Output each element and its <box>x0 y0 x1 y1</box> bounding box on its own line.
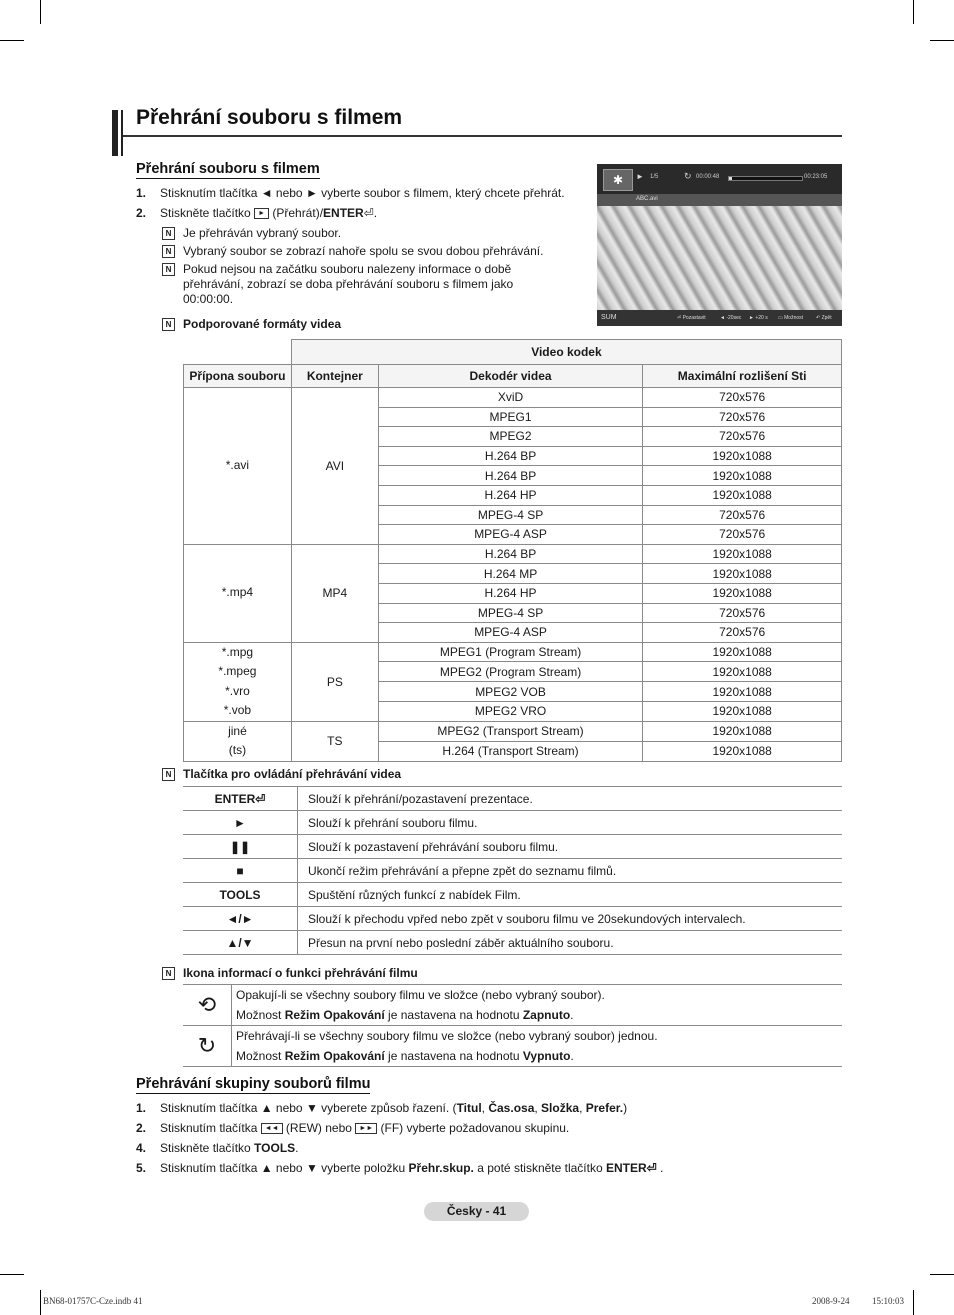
table-row <box>184 544 842 564</box>
control-description: Slouží k přehrání souboru filmu. <box>298 811 843 835</box>
step-number: 2. <box>136 206 147 220</box>
step-text: . <box>373 206 378 220</box>
title-underline <box>123 135 842 137</box>
decoder-cell: H.264 BP <box>378 466 643 486</box>
table-row <box>184 642 842 662</box>
file-extension-cell: *.avi <box>184 388 292 545</box>
step-text: (FF) vyberte požadovanou skupinu. <box>380 1121 570 1135</box>
decoder-cell: MPEG-4 ASP <box>378 623 643 643</box>
step-1 <box>136 186 565 200</box>
repeat-once-icon: ↻ <box>183 1026 232 1067</box>
time-total: 00:23:05 <box>804 174 828 180</box>
options-hint: ▭ Možnost <box>778 315 804 321</box>
table-row <box>184 388 842 408</box>
rew-hint-label: -20sec <box>726 315 742 321</box>
controls-heading: Tlačítka pro ovládání přehrávání videa <box>183 767 402 781</box>
decoder-cell: MPEG2 VRO <box>378 701 643 721</box>
note-icon: N <box>162 245 175 258</box>
step-2 <box>136 206 377 220</box>
option-cas-osa: Čas.osa <box>488 1101 535 1115</box>
table-row <box>183 1026 842 1067</box>
table-row <box>183 859 842 883</box>
control-key: ◄/► <box>183 907 298 931</box>
decoder-cell: MPEG2 (Transport Stream) <box>378 721 643 741</box>
print-time: 15:10:03 <box>872 1296 905 1306</box>
control-description: Slouží k přehrání/pozastavení prezentace. <box>298 787 843 811</box>
resolution-cell: 720x576 <box>643 525 842 545</box>
resolution-cell: 1920x1088 <box>643 544 842 564</box>
decoder-cell: H.264 MP <box>378 564 643 584</box>
print-file-info: BN68-01757C-Cze.indb 41 <box>43 1296 143 1306</box>
text: je nastavena na hodnotu <box>384 1008 523 1022</box>
icons-table-wrap <box>183 984 842 1067</box>
decoder-cell: MPEG-4 SP <box>378 505 643 525</box>
description-line: Přehrávají-li se všechny soubory filmu ve složce (nebo vybraný soubor) jednou. <box>236 1029 658 1043</box>
decoder-cell: MPEG2 <box>378 427 643 447</box>
crop-mark <box>930 40 954 41</box>
table-row <box>183 811 842 835</box>
decoder-cell: XviD <box>378 388 643 408</box>
decoder-cell: H.264 BP <box>378 446 643 466</box>
progress-fill <box>729 177 732 180</box>
file-extension-cell: jiné (ts) <box>184 721 292 761</box>
resolution-cell: 720x576 <box>643 603 842 623</box>
title-accent <box>121 110 123 156</box>
table-header-row <box>184 365 842 388</box>
crop-mark <box>913 1290 914 1315</box>
options-hint-label: Možnost <box>784 315 804 321</box>
decoder-cell: MPEG2 (Program Stream) <box>378 662 643 682</box>
play-icon: ► <box>254 208 269 219</box>
resolution-cell: 1920x1088 <box>643 701 842 721</box>
play-status-icon: ► <box>636 172 644 181</box>
crop-mark <box>0 40 24 41</box>
table-row <box>183 907 842 931</box>
container-cell: AVI <box>291 388 378 545</box>
resolution-cell: 1920x1088 <box>643 721 842 741</box>
step-number: 1. <box>136 186 147 200</box>
formats-table <box>183 339 842 762</box>
page-number: Česky - 41 <box>424 1202 529 1221</box>
resolution-cell: 1920x1088 <box>643 682 842 702</box>
step-text: (Přehrát)/ <box>272 206 324 220</box>
description-line <box>236 1005 842 1025</box>
section-heading: Přehrávání skupiny souborů filmu <box>136 1076 371 1092</box>
enter-label: ENTER⏎ <box>605 1161 657 1175</box>
step-text: Stiskněte tlačítko <box>160 206 251 220</box>
resolution-cell: 1920x1088 <box>643 662 842 682</box>
step-text: . <box>295 1141 299 1155</box>
video-preview <box>597 164 842 326</box>
video-tag: SUM <box>601 314 617 321</box>
control-key: ▲/▼ <box>183 931 298 955</box>
resolution-cell: 720x576 <box>643 407 842 427</box>
file-extension-cell: *.mpg *.mpeg *.vro *.vob <box>184 642 292 721</box>
crop-mark <box>913 0 914 24</box>
table-row <box>183 787 842 811</box>
tools-label: TOOLS <box>254 1141 296 1155</box>
description-line <box>236 1046 842 1066</box>
text: Možnost <box>236 1049 285 1063</box>
step-number: 5. <box>136 1161 147 1175</box>
controls-table <box>183 786 842 955</box>
title-accent <box>112 110 118 156</box>
resolution-cell: 1920x1088 <box>643 485 842 505</box>
video-info-bar <box>597 164 842 194</box>
option-slozka: Složka <box>541 1101 580 1115</box>
step-5 <box>136 1161 663 1175</box>
table-header-row <box>184 340 842 365</box>
col-container-header: Kontejner <box>291 365 378 388</box>
step-text: Stisknutím tlačítka ◄ nebo ► vyberte soubor s filmem, který chcete přehrát. <box>160 186 565 200</box>
decoder-cell: MPEG2 VOB <box>378 682 643 702</box>
return-hint-label: Zpět <box>821 315 832 321</box>
decoder-cell: H.264 (Transport Stream) <box>378 741 643 761</box>
decoder-cell: MPEG1 (Program Stream) <box>378 642 643 662</box>
control-description: Slouží k pozastavení přehrávání souboru filmu. <box>298 835 843 859</box>
setting-name: Režim Opakování <box>284 1049 385 1063</box>
resolution-cell: 720x576 <box>643 623 842 643</box>
control-key: TOOLS <box>183 883 298 907</box>
table-row <box>183 883 842 907</box>
note-text: Je přehráván vybraný soubor. <box>183 226 342 240</box>
col-ext-header: Přípona souboru <box>184 365 292 388</box>
setting-value: Zapnuto <box>522 1008 571 1022</box>
video-filename-bar <box>597 194 842 206</box>
pause-hint: ⏎ Pozastavit <box>677 315 706 321</box>
step-2 <box>136 1121 569 1135</box>
video-frame <box>597 206 842 310</box>
step-text: a poté stiskněte tlačítko <box>473 1161 606 1175</box>
crop-mark <box>930 1274 954 1275</box>
crop-mark <box>0 1274 24 1275</box>
icons-heading: Ikona informací o funkci přehrávání filmu <box>183 966 418 980</box>
formats-table-wrap <box>183 339 842 762</box>
table-row <box>183 985 842 1026</box>
resolution-cell: 1920x1088 <box>643 741 842 761</box>
header-spacer <box>184 340 292 365</box>
resolution-cell: 1920x1088 <box>643 564 842 584</box>
step-4 <box>136 1141 299 1155</box>
print-date: 2008-9-24 <box>812 1296 850 1306</box>
container-cell: MP4 <box>291 544 378 642</box>
step-text: . <box>656 1161 664 1175</box>
col-resolution-header: Maximální rozlišení Sti <box>643 365 842 388</box>
file-extension-cell: *.mp4 <box>184 544 292 642</box>
control-description: Slouží k přechodu vpřed nebo zpět v souboru filmu ve 20sekundových intervalech. <box>298 907 843 931</box>
separator: , <box>579 1101 586 1115</box>
col-decoder-header: Dekodér videa <box>378 365 643 388</box>
note-icon: N <box>162 967 175 980</box>
step-number: 1. <box>136 1101 147 1115</box>
resolution-cell: 720x576 <box>643 388 842 408</box>
text: . <box>570 1049 574 1063</box>
option-prefer: Prefer. <box>585 1101 624 1115</box>
page-title: Přehrání souboru s filmem <box>136 106 403 129</box>
enter-label: ENTER <box>323 206 364 220</box>
resolution-cell: 720x576 <box>643 427 842 447</box>
step-text: Stisknutím tlačítka <box>160 1121 258 1135</box>
note-icon: N <box>162 318 175 331</box>
step-number: 2. <box>136 1121 147 1135</box>
resolution-cell: 1920x1088 <box>643 642 842 662</box>
icon-description <box>232 985 843 1026</box>
ff-hint-label: +20 s <box>755 315 768 321</box>
control-key: ❚❚ <box>183 835 298 859</box>
decoder-cell: MPEG1 <box>378 407 643 427</box>
track-counter: 1/5 <box>650 174 659 180</box>
rewind-icon: ◄◄ <box>261 1123 283 1134</box>
control-key: ■ <box>183 859 298 883</box>
rew-hint: ◄ -20sec <box>720 315 742 321</box>
table-row <box>183 931 842 955</box>
text: Možnost <box>236 1008 285 1022</box>
separator: , <box>481 1101 489 1115</box>
fast-forward-icon: ►► <box>355 1123 377 1134</box>
resolution-cell: 720x576 <box>643 505 842 525</box>
step-text: Stiskněte tlačítko <box>160 1141 255 1155</box>
note-icon: N <box>162 227 175 240</box>
resolution-cell: 1920x1088 <box>643 446 842 466</box>
text: . <box>570 1008 574 1022</box>
controls-table-wrap <box>183 786 842 955</box>
step-text: ) <box>623 1101 628 1115</box>
control-description: Ukončí režim přehrávání a přepne zpět do seznamu filmů. <box>298 859 843 883</box>
formats-heading: Podporované formáty videa <box>183 317 342 331</box>
container-cell: TS <box>291 721 378 761</box>
decoder-cell: H.264 HP <box>378 485 643 505</box>
video-control-bar <box>597 310 842 326</box>
step-text: Stisknutím tlačítka ▲ nebo ▼ vyberte položku <box>160 1161 409 1175</box>
note-text: Vybraný soubor se zobrazí nahoře spolu se svou dobou přehrávání. <box>183 244 544 258</box>
crop-mark <box>40 1290 41 1315</box>
container-cell: PS <box>291 642 378 721</box>
group-play-label: Přehr.skup. <box>408 1161 474 1175</box>
step-number: 4. <box>136 1141 147 1155</box>
table-row <box>184 721 842 741</box>
ff-hint: ► +20 s <box>749 315 768 321</box>
decoder-cell: H.264 HP <box>378 583 643 603</box>
setting-value: Vypnuto <box>522 1049 571 1063</box>
time-current: 00:00:48 <box>696 174 720 180</box>
control-description: Spuštění různých funkcí z nabídek Film. <box>298 883 843 907</box>
pause-hint-label: Pozastavit <box>682 315 706 321</box>
resolution-cell: 1920x1088 <box>643 583 842 603</box>
icon-description <box>232 1026 843 1067</box>
section-heading: Přehrání souboru s filmem <box>136 161 320 177</box>
note-icon: N <box>162 263 175 276</box>
decoder-cell: H.264 BP <box>378 544 643 564</box>
text: je nastavena na hodnotu <box>384 1049 523 1063</box>
film-icon: ✱ <box>603 169 633 191</box>
setting-name: Režim Opakování <box>284 1008 385 1022</box>
step-text: (REW) nebo <box>285 1121 352 1135</box>
video-filename: ABC.avi <box>636 196 658 202</box>
description-line: Opakují-li se všechny soubory filmu ve složce (nebo vybraný soubor). <box>236 988 605 1002</box>
enter-icon: ⏎ <box>363 206 374 220</box>
progress-track <box>728 176 803 181</box>
note-text: Pokud nejsou na začátku souboru nalezeny informace o době přehrávání, zobrazí se doba přehrávání souboru s filmem jako 00:00:00. <box>183 262 514 306</box>
control-key: ENTER⏎ <box>183 787 298 811</box>
note-icon: N <box>162 768 175 781</box>
step-text: Stisknutím tlačítka ▲ nebo ▼ vyberete způsob řazení. ( <box>160 1101 457 1115</box>
resolution-cell: 1920x1088 <box>643 466 842 486</box>
video-codec-header: Video kodek <box>291 340 841 365</box>
table-row <box>183 835 842 859</box>
separator: , <box>534 1101 542 1115</box>
step-1 <box>136 1101 627 1115</box>
option-titul: Titul <box>456 1101 482 1115</box>
repeat-all-icon: ⟲ <box>183 985 232 1026</box>
decoder-cell: MPEG-4 SP <box>378 603 643 623</box>
repeat-icon: ↻ <box>684 171 692 181</box>
icons-table <box>183 984 842 1067</box>
return-hint: ↶ Zpět <box>816 315 832 321</box>
decoder-cell: MPEG-4 ASP <box>378 525 643 545</box>
crop-mark <box>40 0 41 24</box>
control-description: Přesun na první nebo poslední záběr aktuálního souboru. <box>298 931 843 955</box>
control-key: ► <box>183 811 298 835</box>
